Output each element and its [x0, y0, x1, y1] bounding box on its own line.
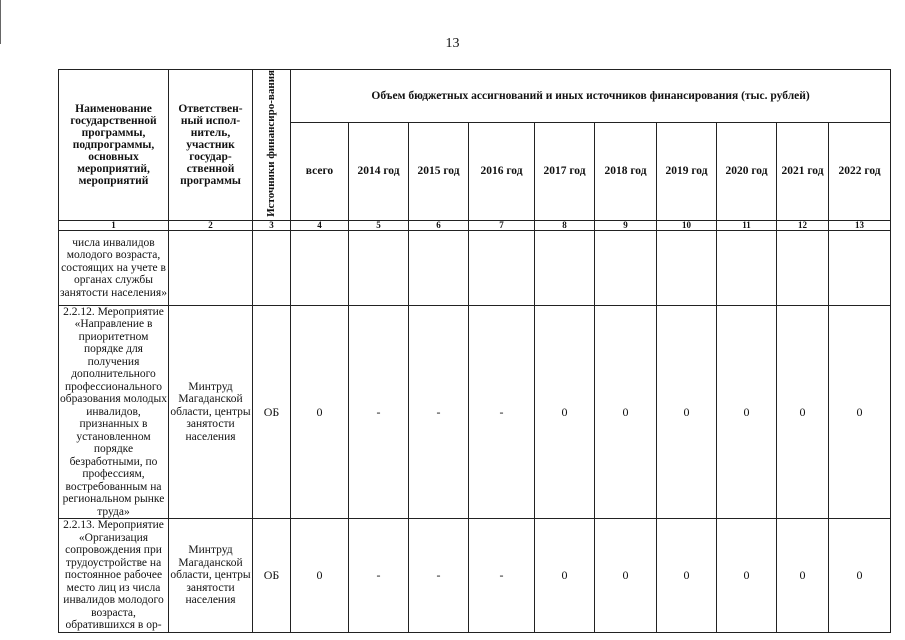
- header-year: 2014 год: [349, 122, 409, 220]
- executor-cell: Минтруд Магаданской области, центры занятости населения: [169, 519, 253, 633]
- value-cell: [657, 230, 717, 305]
- value-cell: [829, 230, 891, 305]
- header-year: всего: [291, 122, 349, 220]
- page-number: 13: [445, 36, 460, 51]
- executor-cell: Минтруд Магаданской области, центры занятости населения: [169, 305, 253, 519]
- value-cell: 0: [291, 305, 349, 519]
- value-cell: 0: [657, 305, 717, 519]
- value-cell: -: [349, 305, 409, 519]
- value-cell: 0: [717, 519, 777, 633]
- header-source-label: Источники финансиро-вания: [265, 70, 277, 217]
- value-cell: 0: [657, 519, 717, 633]
- value-cell: 0: [535, 519, 595, 633]
- source-cell: ОБ: [253, 305, 291, 519]
- header-name: Наименование государственной программы, подпрограммы, основных мероприятий, мероприятий: [59, 70, 169, 221]
- header-volume: Объем бюджетных ассигнований и иных источников финансирования (тыс. рублей): [291, 70, 891, 123]
- measure-name: 2.2.12. Мероприятие «Направление в приоритетном порядке для получения дополнительного профессионального образования молодых инвалидов, признанных в установленном порядке безработными, по профессиям, востребованным на региональном рынке труда»: [60, 305, 167, 518]
- column-number: 8: [535, 220, 595, 230]
- column-number: 10: [657, 220, 717, 230]
- source-cell: ОБ: [253, 519, 291, 633]
- header-year: 2016 год: [469, 122, 535, 220]
- header-year: 2020 год: [717, 122, 777, 220]
- header-source: [253, 70, 291, 221]
- value-cell: -: [469, 305, 535, 519]
- column-number: 11: [717, 220, 777, 230]
- table-row: [59, 230, 891, 305]
- column-number: 7: [469, 220, 535, 230]
- value-cell: [409, 230, 469, 305]
- budget-table: [58, 69, 891, 633]
- header-year: 2019 год: [657, 122, 717, 220]
- value-cell: 0: [777, 519, 829, 633]
- value-cell: [291, 230, 349, 305]
- value-cell: -: [349, 519, 409, 633]
- value-cell: 0: [717, 305, 777, 519]
- value-cell: 0: [777, 305, 829, 519]
- value-cell: [349, 230, 409, 305]
- value-cell: 0: [291, 519, 349, 633]
- measure-name: числа инвалидов молодого возраста, состоящих на учете в органах службы занятости населения»: [59, 230, 169, 305]
- value-cell: [469, 230, 535, 305]
- column-number: 13: [829, 220, 891, 230]
- value-cell: -: [409, 305, 469, 519]
- table-row: [59, 305, 891, 519]
- column-number: 5: [349, 220, 409, 230]
- value-cell: [595, 230, 657, 305]
- value-cell: 0: [595, 519, 657, 633]
- header-year: 2018 год: [595, 122, 657, 220]
- value-cell: [777, 230, 829, 305]
- column-number: 9: [595, 220, 657, 230]
- table-row: [59, 519, 891, 633]
- header-year: 2021 год: [777, 122, 829, 220]
- value-cell: 0: [595, 305, 657, 519]
- column-number: 3: [253, 220, 291, 230]
- header-year: 2022 год: [829, 122, 891, 220]
- executor-cell: [169, 230, 253, 305]
- column-number: 4: [291, 220, 349, 230]
- value-cell: -: [469, 519, 535, 633]
- column-number: 2: [169, 220, 253, 230]
- value-cell: [717, 230, 777, 305]
- value-cell: 0: [535, 305, 595, 519]
- value-cell: 0: [829, 519, 891, 633]
- value-cell: -: [409, 519, 469, 633]
- header-executor: Ответствен-ный испол-нитель, участник государ-ственной программы: [169, 70, 253, 221]
- column-number: 1: [59, 220, 169, 230]
- header-year: 2015 год: [409, 122, 469, 220]
- column-number: 12: [777, 220, 829, 230]
- header-year: 2017 год: [535, 122, 595, 220]
- measure-name: 2.2.13. Мероприятие «Организация сопровождения при трудоустройстве на постоянное рабочее место лиц из числа инвалидов молодого возраста, обратившихся в ор-: [59, 519, 169, 633]
- value-cell: 0: [829, 305, 891, 519]
- column-number: 6: [409, 220, 469, 230]
- source-cell: [253, 230, 291, 305]
- value-cell: [535, 230, 595, 305]
